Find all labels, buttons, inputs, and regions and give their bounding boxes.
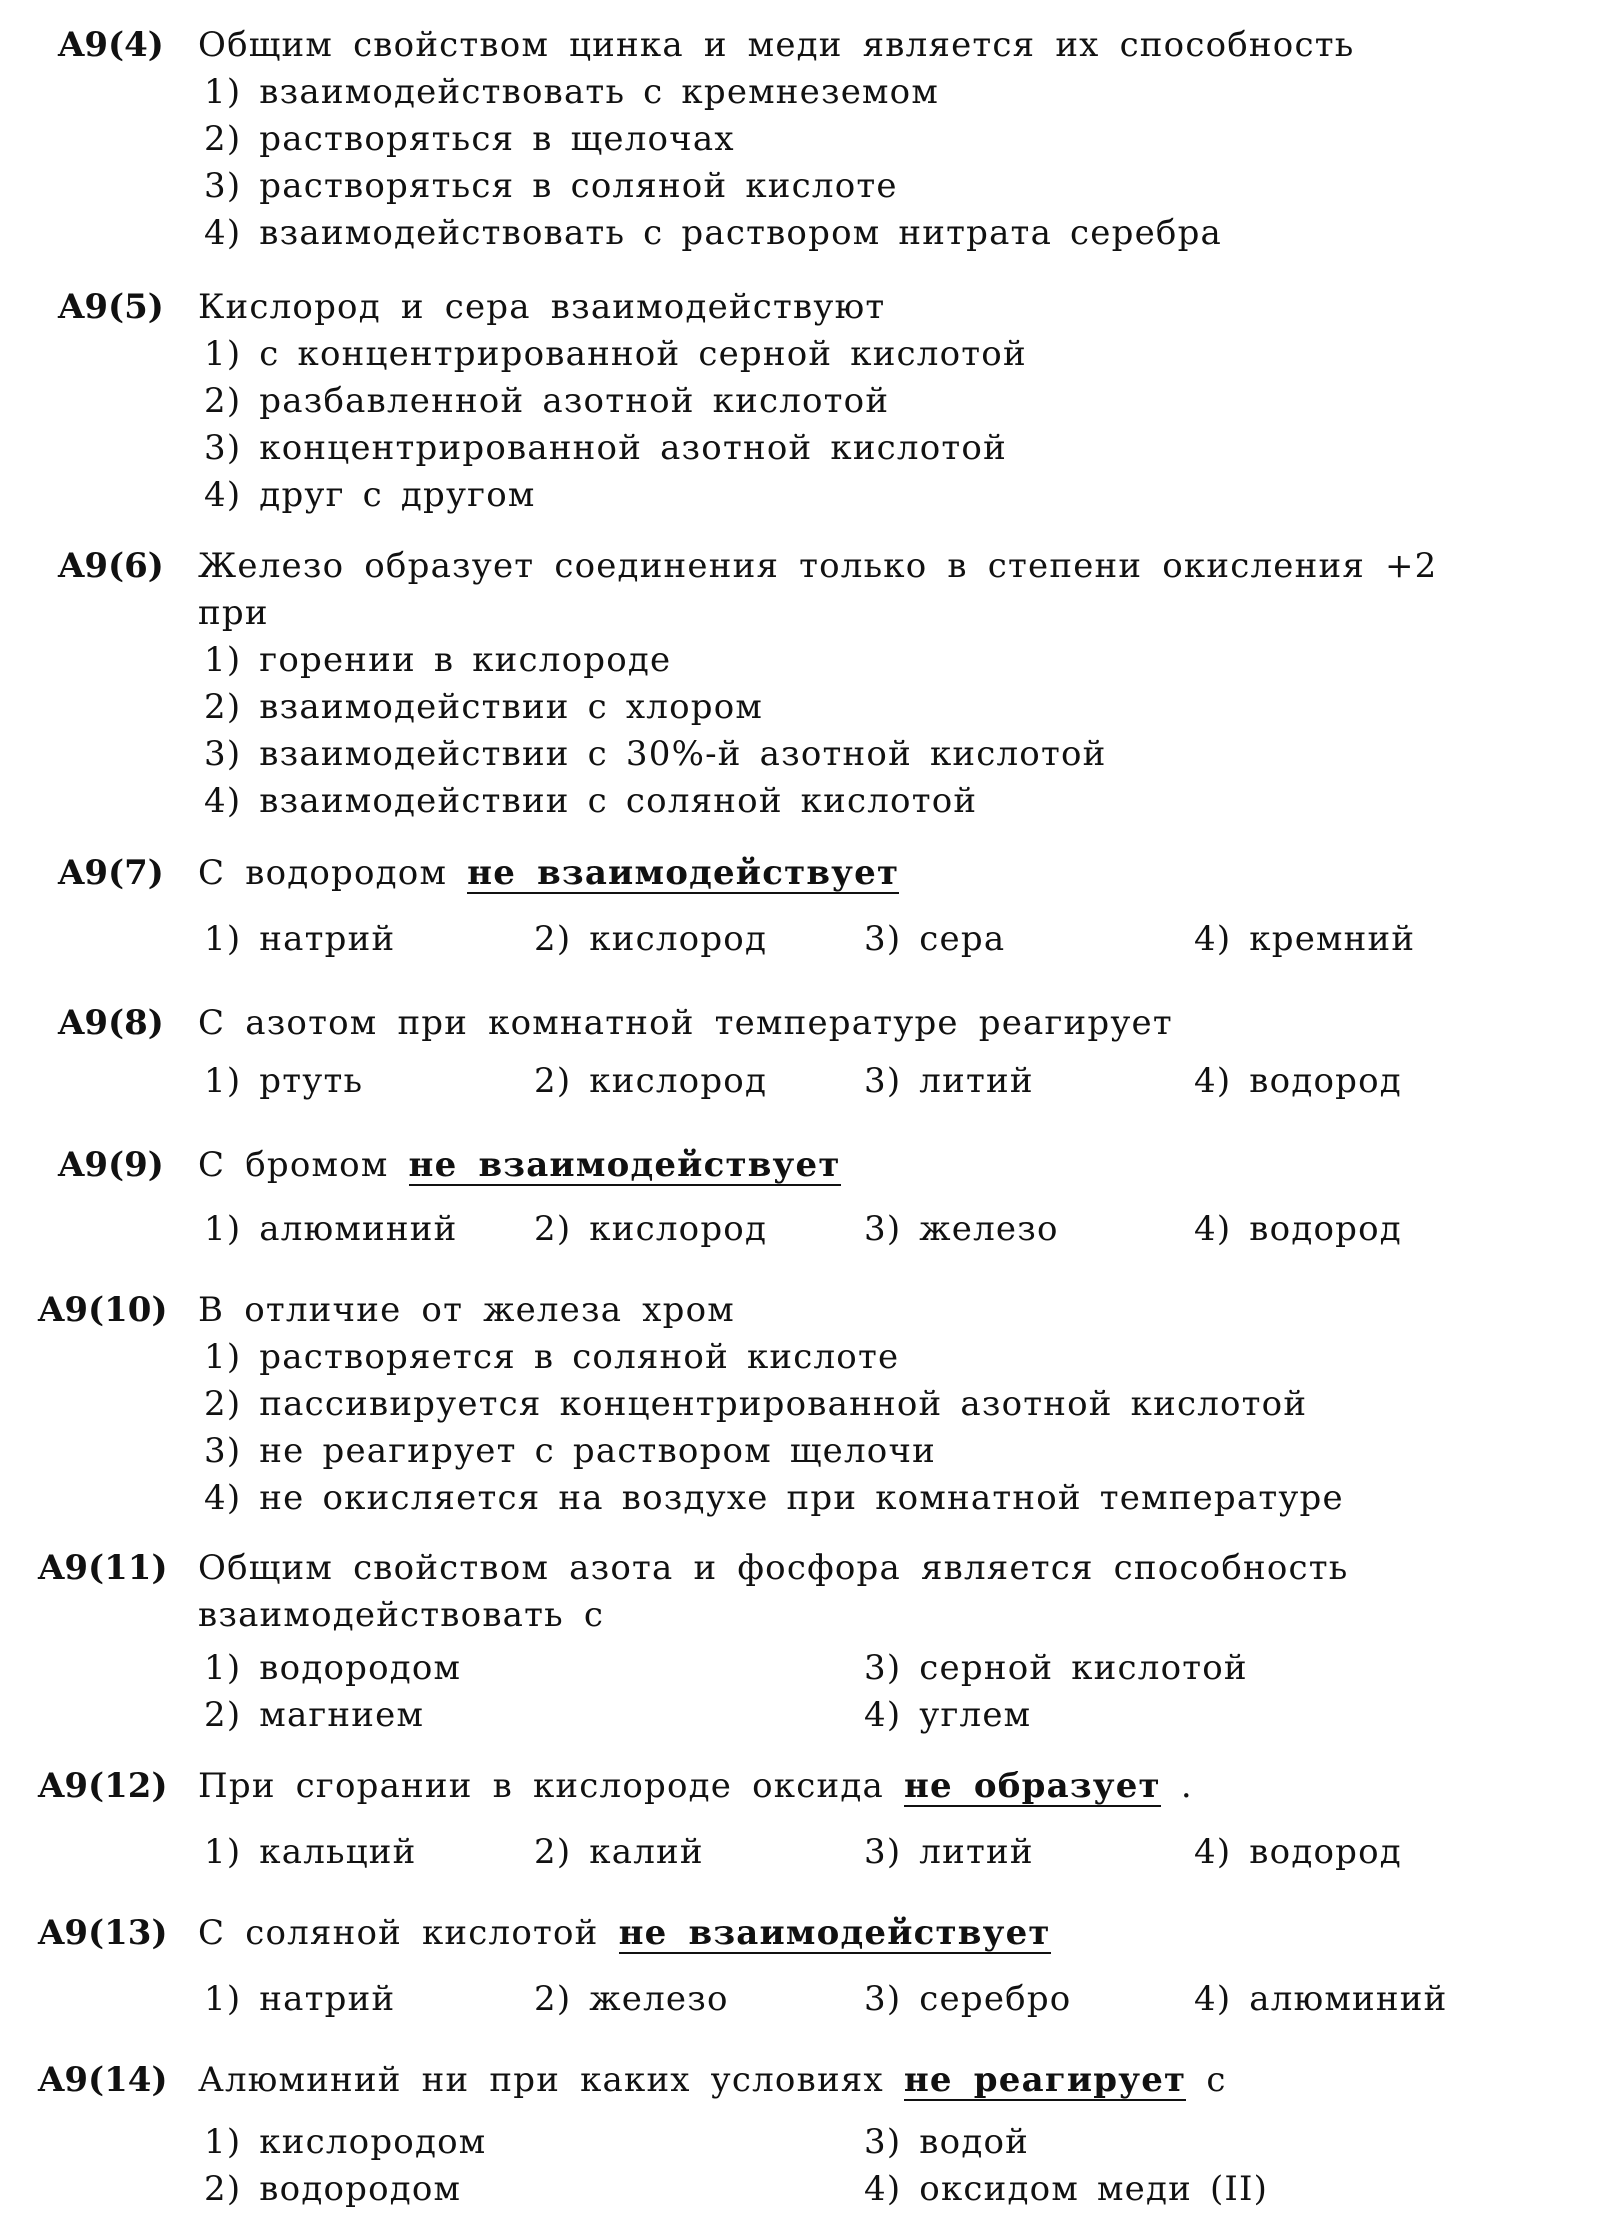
question-number: A9(14) [38, 2060, 168, 2100]
option: 1) ртуть [204, 1061, 364, 1101]
question-number: A9(8) [58, 1003, 164, 1043]
option: 3) не реагирует с раствором щелочи [204, 1431, 937, 1471]
emphasis-underlined: не взаимодействует [408, 1145, 841, 1185]
options-list [204, 1976, 1544, 2023]
option: 1) кислородом [204, 2122, 487, 2162]
question-number: A9(6) [58, 546, 164, 586]
option: 2) железо [534, 1979, 729, 2019]
options-list [204, 1334, 1544, 1522]
question-stem: С азотом при комнатной температуре реагирует [198, 1003, 1173, 1043]
question-number: A9(5) [58, 287, 164, 327]
emphasis-underlined: не взаимодействует [618, 1913, 1051, 1953]
question-number: A9(11) [38, 1548, 168, 1588]
option: 1) кальций [204, 1832, 417, 1872]
question-number: A9(13) [38, 1913, 168, 1953]
options-list [204, 1058, 1544, 1105]
question-stem: С бромом не взаимодействует [198, 1145, 841, 1185]
question-stem: При сгорании в кислороде оксида не образует . [198, 1766, 1193, 1806]
option: 3) концентрированной азотной кислотой [204, 428, 1007, 468]
options-list [204, 1206, 1544, 1253]
option: 3) серебро [864, 1979, 1072, 2019]
option: 4) углем [864, 1695, 1032, 1735]
option: 4) водород [1194, 1832, 1402, 1872]
option: 2) кислород [534, 1209, 768, 1249]
question-stem: С водородом не взаимодействует [198, 853, 900, 893]
question-stem: Алюминий ни при каких условиях не реагирует с [198, 2060, 1227, 2100]
option: 3) растворяться в соляной кислоте [204, 166, 898, 206]
options-list [204, 2119, 1544, 2213]
option: 1) натрий [204, 919, 396, 959]
option: 3) водой [864, 2122, 1029, 2162]
question-number: A9(10) [38, 1290, 168, 1330]
option: 2) растворяться в щелочах [204, 119, 735, 159]
option: 3) взаимодействии с 30%-й азотной кислотой [204, 734, 1107, 774]
options-list [204, 1829, 1544, 1876]
option: 4) кремний [1194, 919, 1416, 959]
option: 1) горении в кислороде [204, 640, 672, 680]
question-stem: Кислород и сера взаимодействуют [198, 287, 886, 327]
option: 4) алюминий [1194, 1979, 1448, 2019]
option: 2) калий [534, 1832, 704, 1872]
option: 1) взаимодействовать с кремнеземом [204, 72, 939, 112]
question-stem: Общим свойством азота и фосфора является способность взаимодействовать с [198, 1548, 1349, 1635]
question-number: A9(7) [58, 853, 164, 893]
question-number: A9(4) [58, 25, 164, 65]
option: 2) кислород [534, 1061, 768, 1101]
option: 3) литий [864, 1061, 1034, 1101]
option: 2) магнием [204, 1695, 425, 1735]
option: 1) с концентрированной серной кислотой [204, 334, 1027, 374]
options-list [204, 1645, 1544, 1739]
emphasis-underlined: не взаимодействует [467, 853, 900, 893]
option: 4) друг с другом [204, 475, 536, 515]
question-stem: С соляной кислотой не взаимодействует [198, 1913, 1051, 1953]
options-list [204, 637, 1544, 825]
option: 1) алюминий [204, 1209, 458, 1249]
option: 1) растворяется в соляной кислоте [204, 1337, 900, 1377]
option: 4) водород [1194, 1209, 1402, 1249]
emphasis-underlined: не образует [903, 1766, 1161, 1806]
option: 4) взаимодействии с соляной кислотой [204, 781, 978, 821]
option: 2) водородом [204, 2169, 462, 2209]
option: 3) сера [864, 919, 1006, 959]
options-list [204, 69, 1544, 257]
question-stem: Общим свойством цинка и меди является их способность [198, 25, 1355, 65]
option: 3) железо [864, 1209, 1059, 1249]
option: 2) разбавленной азотной кислотой [204, 381, 890, 421]
emphasis-underlined: не реагирует [903, 2060, 1187, 2100]
question-stem: В отличие от железа хром [198, 1290, 735, 1330]
option: 4) водород [1194, 1061, 1402, 1101]
options-list [204, 331, 1544, 519]
question-number: A9(9) [58, 1145, 164, 1185]
option: 2) кислород [534, 919, 768, 959]
option: 4) не окисляется на воздухе при комнатной температуре [204, 1478, 1344, 1518]
option: 3) литий [864, 1832, 1034, 1872]
question-stem: Железо образует соединения только в степени окисления +2 при [198, 546, 1438, 633]
option: 3) серной кислотой [864, 1648, 1248, 1688]
option: 2) взаимодействии с хлором [204, 687, 764, 727]
option: 2) пассивируется концентрированной азотной кислотой [204, 1384, 1308, 1424]
option: 4) оксидом меди (II) [864, 2169, 1269, 2209]
option: 4) взаимодействовать с раствором нитрата серебра [204, 213, 1223, 253]
options-list [204, 916, 1544, 963]
question-number: A9(12) [38, 1766, 168, 1806]
option: 1) водородом [204, 1648, 462, 1688]
option: 1) натрий [204, 1979, 396, 2019]
